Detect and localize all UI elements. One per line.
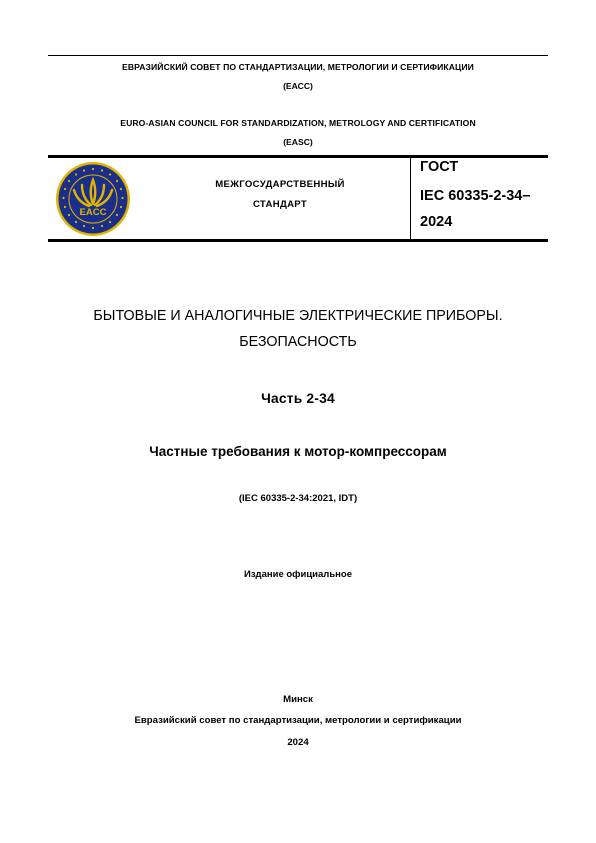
part-number: Часть 2-34 bbox=[261, 391, 335, 406]
title-line1: БЫТОВЫЕ И АНАЛОГИЧНЫЕ ЭЛЕКТРИЧЕСКИЕ ПРИБОРЫ. bbox=[93, 308, 503, 324]
title-line2: БЕЗОПАСНОСТЬ bbox=[239, 334, 357, 350]
document-title bbox=[0, 303, 596, 355]
standard-kind-line1: МЕЖГОСУДАРСТВЕННЫЙ bbox=[215, 179, 345, 190]
header-thick-rule bbox=[48, 155, 548, 158]
standard-kind-line2: СТАНДАРТ bbox=[252, 199, 308, 210]
standard-number-line1: IEC 60335-2-34– bbox=[420, 188, 531, 204]
publication-city: Минск bbox=[283, 694, 313, 705]
publication-year: 2024 bbox=[287, 737, 309, 748]
standard-number-line2: 2024 bbox=[420, 214, 453, 230]
logo-text: EACC bbox=[79, 207, 107, 218]
eacc-emblem-icon bbox=[54, 160, 132, 238]
publisher-name: Евразийский совет по стандартизации, метрологии и сертификации bbox=[134, 715, 462, 726]
gost-label: ГОСТ bbox=[420, 159, 459, 175]
council-abbr-en: (EASC) bbox=[283, 137, 313, 147]
council-name-ru: ЕВРАЗИЙСКИЙ СОВЕТ ПО СТАНДАРТИЗАЦИИ, МЕТРОЛОГИИ И СЕРТИФИКАЦИИ bbox=[122, 62, 474, 72]
council-abbr-ru: (ЕАСС) bbox=[283, 81, 313, 91]
header-vertical-divider bbox=[410, 158, 411, 239]
council-name-en: EURO-ASIAN COUNCIL FOR STANDARDIZATION, METROLOGY AND CERTIFICATION bbox=[120, 118, 476, 128]
top-rule bbox=[48, 55, 548, 56]
iec-reference: (IEC 60335-2-34:2021, IDT) bbox=[238, 493, 358, 504]
standard-kind bbox=[160, 179, 400, 210]
header-bottom-rule bbox=[48, 239, 548, 242]
document-subtitle: Частные требования к мотор-компрессорам bbox=[149, 444, 447, 459]
eacc-logo bbox=[54, 160, 132, 238]
edition-note: Издание официальное bbox=[244, 569, 352, 580]
